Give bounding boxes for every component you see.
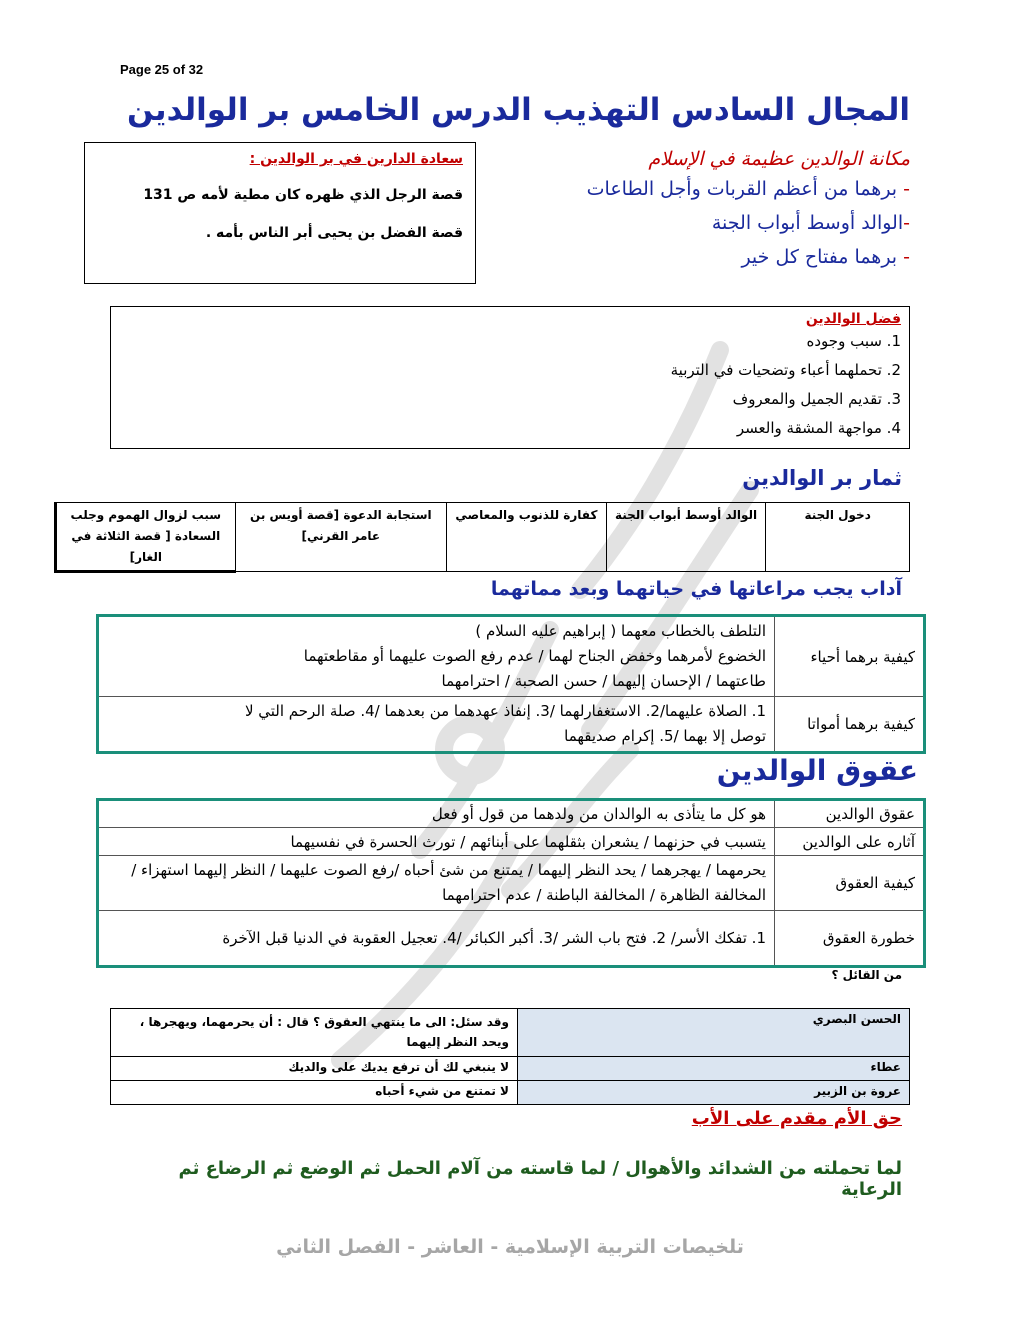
makana-section	[520, 148, 910, 272]
table-row	[98, 800, 925, 828]
makana-item-3: - برهما مفتاح كل خير	[741, 246, 910, 268]
qa2il-label: من القائل ؟	[831, 968, 902, 982]
adab-heading: آداب يجب مراعاتها في حياتهما وبعد مماتهما	[490, 578, 902, 600]
uquq-label: خطورة العقوق	[775, 911, 925, 967]
page-number: Page 25 of 32	[120, 62, 204, 77]
page-footer: تلخيصات التربية الإسلامية - العاشر - الفصل الثاني	[276, 1236, 744, 1258]
adab-line: توصل إلا بهما /5. إكرام صديقهما	[564, 727, 766, 745]
adab-label: كيفية برهما أمواتا	[775, 697, 925, 753]
qa2il-quote: لا تمتنع من شيء أحباه	[111, 1081, 518, 1105]
table-row	[98, 911, 925, 967]
thimar-table	[54, 502, 910, 573]
table-row	[98, 856, 925, 911]
uquq-heading: عقوق الوالدين	[716, 754, 918, 787]
fadl-item-4: 4. مواجهة المشقة والعسر	[736, 419, 901, 437]
sa3ada-line-2: قصة الفضل بن يحيى أبر الناس بأمه .	[205, 225, 463, 241]
qa2il-name: عطاء	[518, 1057, 910, 1081]
thimar-cell: الوالد أوسط أبواب الجنة	[606, 503, 766, 572]
uquq-label: آثاره على الوالدين	[775, 828, 925, 856]
uquq-text: 1. تفكك الأسر/ 2. فتح باب الشر /3. أكبر الكبائر /4. تعجيل العقوبة في الدنيا قبل الآخرة	[98, 911, 775, 967]
sa3ada-heading: سعادة الدارين في بر الوالدين :	[249, 151, 463, 167]
adab-line: طاعتهما / الإحسان إليهما / حسن الصحبة / احترامهما	[441, 672, 766, 690]
table-row	[111, 1057, 910, 1081]
uquq-table	[96, 798, 926, 968]
table-row	[98, 697, 925, 753]
haq-heading: حق الأم مقدم على الأب	[691, 1108, 902, 1129]
fadl-heading: فضل الوالدين	[805, 311, 901, 327]
makana-item-1: - برهما من أعظم القربات وأجل الطاعات	[586, 178, 910, 200]
makana-item-1-text: برهما من أعظم القربات وأجل الطاعات	[586, 178, 898, 200]
uquq-label: عقوق الوالدين	[775, 800, 925, 828]
adab-content	[98, 697, 775, 753]
uquq-text: يتسبب في حزنهما / يشعران بثقلهما على أبنائهم / تورث الحسرة في نفسيهما	[98, 828, 775, 856]
qa2il-name: عروة بن الزبير	[518, 1081, 910, 1105]
table-row	[111, 1009, 910, 1057]
thimar-cell: سبب لزوال الهموم وجلب السعادة [ قصة الثلاثة في الغار]	[56, 503, 236, 572]
adab-table	[96, 614, 926, 754]
qa2il-quote: وقد سئل: الى ما ينتهي العقوق ؟ قال : أن يحرمهما، ويهجرها ، ويحد النظر إليهما	[111, 1009, 518, 1057]
qa2il-table	[110, 1008, 910, 1105]
table-row	[98, 828, 925, 856]
adab-line: 1. الصلاة عليهما/2. الاستغفارلهما /3. إنفاذ عهدهما من بعدهما /4. صلة الرحم التي لا	[244, 702, 766, 720]
uquq-text: يحرمهما / يهجرهما / يحد النظر إليهما / يمتنع من شئ أحباه /رفع الصوت عليهما / النظر إليهما استهزاء / المخالفة الظاهرة / المخالفة الباطنة / عدم احترامهما	[98, 856, 775, 911]
adab-line: التلطف بالخطاب معهما ( إبراهيم عليه السلام )	[475, 622, 766, 640]
thimar-heading: ثمار بر الوالدين	[742, 466, 902, 490]
adab-content	[98, 616, 775, 697]
adab-label: كيفية برهما أحياء	[775, 616, 925, 697]
sa3ada-line-1: قصة الرجل الذي ظهره كان مطية لأمه ص 131	[143, 187, 463, 203]
qa2il-name: الحسن البصري	[518, 1009, 910, 1057]
uquq-label: كيفية العقوق	[775, 856, 925, 911]
uquq-text: هو كل ما يتأذى به الوالدان من ولدهما من قول أو فعل	[98, 800, 775, 828]
qa2il-quote: لا ينبغي لك أن ترفع يديك على والديك	[111, 1057, 518, 1081]
thimar-cell: استجابة الدعوة [قصة أويس بن عامر القرني]	[235, 503, 446, 572]
table-row	[98, 616, 925, 697]
thimar-cell: دخول الجنة	[766, 503, 910, 572]
fadl-item-1: 1. سبب وجوده	[806, 332, 901, 350]
haq-text: لما تحملته من الشدائد والأهوال / لما قاسته من آلام الحمل ثم الوضع ثم الرضاع ثم الرعاية	[178, 1158, 902, 1200]
fadl-item-3: 3. تقديم الجميل والمعروف	[732, 390, 901, 408]
makana-heading: مكانة الوالدين عظيمة في الإسلام	[648, 148, 910, 170]
makana-item-2-text: الوالد أوسط أبواب الجنة	[711, 212, 904, 234]
table-row	[56, 503, 910, 572]
table-row	[111, 1081, 910, 1105]
fadl-item-2: 2. تحملهما أعباء وتضحيات في التربية	[670, 361, 901, 379]
thimar-cell: كفارة للذنوب والمعاصي	[447, 503, 607, 572]
makana-item-2: -الوالد أوسط أبواب الجنة	[711, 212, 910, 234]
adab-line: الخضوع لأمرهما وخفض الجناح لهما / عدم رفع الصوت عليهما أو مقاطعتهما	[303, 647, 766, 665]
sa3ada-box	[84, 142, 476, 284]
fadl-box	[110, 306, 910, 449]
page-title: المجال السادس التهذيب الدرس الخامس بر الوالدين	[127, 92, 910, 128]
makana-item-3-text: برهما مفتاح كل خير	[741, 246, 898, 268]
